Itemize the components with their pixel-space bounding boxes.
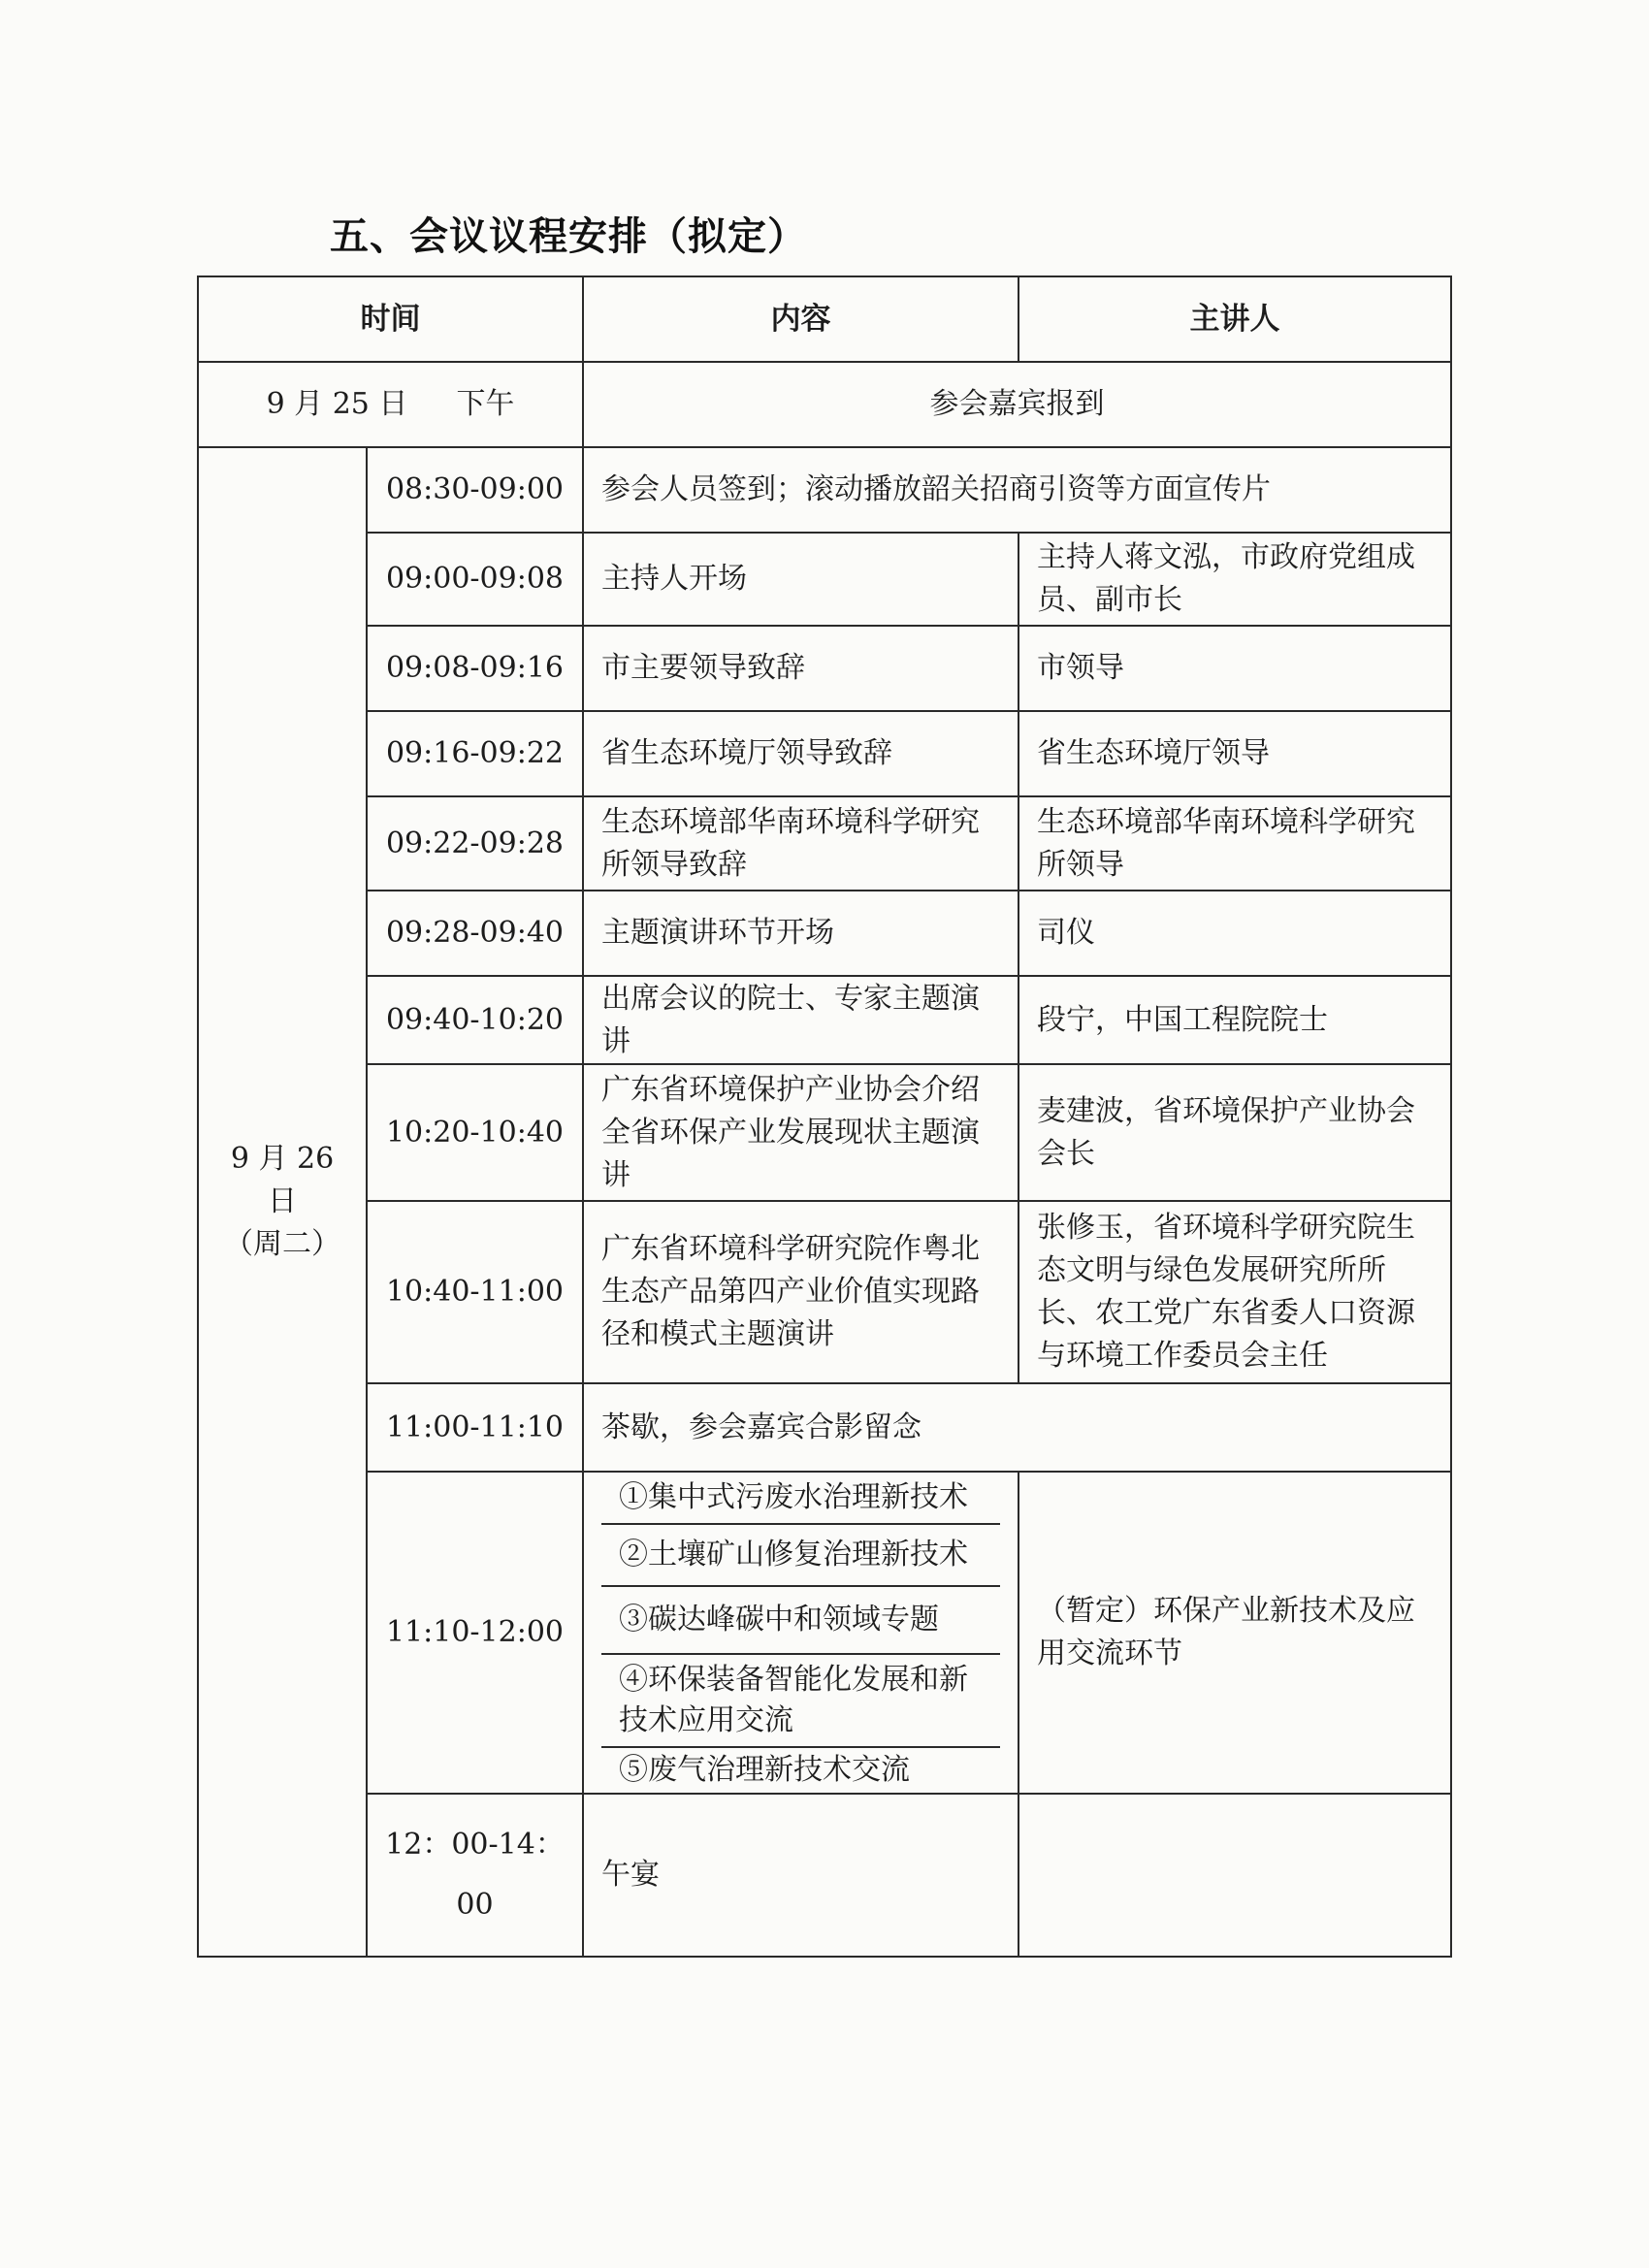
arrival-date-cell: [198, 362, 583, 447]
arrival-content: 参会嘉宾报到: [583, 362, 1451, 447]
table-row: [198, 976, 1451, 1064]
header-time: 时间: [198, 276, 583, 362]
row-time: 09:40-10:20: [367, 976, 583, 1064]
row-speaker: 市领导: [1018, 626, 1451, 711]
table-row: [198, 796, 1451, 891]
arrival-date: 9 月 25 日: [266, 387, 408, 421]
row-time: 09:00-09:08: [367, 533, 583, 626]
lunch-time-line1: 12：00-14：: [385, 1828, 565, 1862]
row-speaker: 麦建波，省环境保护产业协会会长: [1018, 1064, 1451, 1201]
table-row: [198, 533, 1451, 626]
table-row: [198, 447, 1451, 533]
row-content: 出席会议的院士、专家主题演讲: [583, 976, 1018, 1064]
row-content: 主题演讲环节开场: [583, 891, 1018, 976]
row-time: 09:08-09:16: [367, 626, 583, 711]
lunch-speaker: [1018, 1794, 1451, 1957]
table-header-row: [198, 276, 1451, 362]
session-topic: ⑤废气治理新技术交流: [619, 1753, 910, 1787]
row-content: 省生态环境厅领导致辞: [583, 711, 1018, 796]
row-time: 11:00-11:10: [367, 1383, 583, 1472]
row-time: 09:22-09:28: [367, 796, 583, 891]
header-speaker: 主讲人: [1018, 276, 1451, 362]
row-content: 市主要领导致辞: [583, 626, 1018, 711]
sessions-time: 11:10-12:00: [367, 1472, 583, 1794]
row-speaker: 生态环境部华南环境科学研究所领导: [1018, 796, 1451, 891]
header-content: 内容: [583, 276, 1018, 362]
row-time: 10:20-10:40: [367, 1064, 583, 1201]
row-time: 10:40-11:00: [367, 1201, 583, 1383]
table-row: [198, 1064, 1451, 1201]
session-topic: ③碳达峰碳中和领域专题: [601, 1587, 1000, 1655]
row-content: 茶歇，参会嘉宾合影留念: [583, 1383, 1451, 1472]
table-row: [198, 891, 1451, 976]
row-speaker: 省生态环境厅领导: [1018, 711, 1451, 796]
session-topic: ①集中式污废水治理新技术: [601, 1473, 1000, 1525]
table-row: [198, 711, 1451, 796]
row-speaker: 段宁，中国工程院院士: [1018, 976, 1451, 1064]
table-row: [198, 626, 1451, 711]
arrival-period: 下午: [456, 387, 515, 421]
lunch-row: [198, 1794, 1451, 1957]
session-topic: ②土壤矿山修复治理新技术: [601, 1525, 1000, 1587]
lunch-time-cell: [367, 1794, 583, 1957]
arrival-row: [198, 362, 1451, 447]
row-content: 参会人员签到；滚动播放韶关招商引资等方面宣传片: [583, 447, 1451, 533]
table-row: [198, 1201, 1451, 1383]
session-topic: ④环保装备智能化发展和新技术应用交流: [601, 1655, 1000, 1748]
sessions-speaker: （暂定）环保产业新技术及应用交流环节: [1018, 1472, 1451, 1794]
row-speaker: 张修玉，省环境科学研究院生态文明与绿色发展研究所所长、农工党广东省委人口资源与环境工作委员会主任: [1018, 1201, 1451, 1383]
row-content: 主持人开场: [583, 533, 1018, 626]
day-date-cell: [198, 447, 367, 1957]
day-weekday: （周二）: [224, 1227, 340, 1261]
sessions-row: [198, 1472, 1451, 1794]
sessions-topics-cell: [583, 1472, 1018, 1794]
row-content: 生态环境部华南环境科学研究所领导致辞: [583, 796, 1018, 891]
row-speaker: 主持人蒋文泓，市政府党组成员、副市长: [1018, 533, 1451, 626]
page-heading: 五、会议议程安排（拟定）: [330, 214, 807, 259]
row-content: 广东省环境保护产业协会介绍全省环保产业发展现状主题演讲: [583, 1064, 1018, 1201]
agenda-table: [197, 275, 1452, 1958]
table-row: [198, 1383, 1451, 1472]
lunch-time-line2: 00: [456, 1888, 494, 1922]
lunch-content: 午宴: [583, 1794, 1018, 1957]
row-time: 08:30-09:00: [367, 447, 583, 533]
row-speaker: 司仪: [1018, 891, 1451, 976]
row-time: 09:28-09:40: [367, 891, 583, 976]
row-time: 09:16-09:22: [367, 711, 583, 796]
row-content: 广东省环境科学研究院作粤北生态产品第四产业价值实现路径和模式主题演讲: [583, 1201, 1018, 1383]
day-date: 9 月 26 日: [230, 1142, 335, 1218]
